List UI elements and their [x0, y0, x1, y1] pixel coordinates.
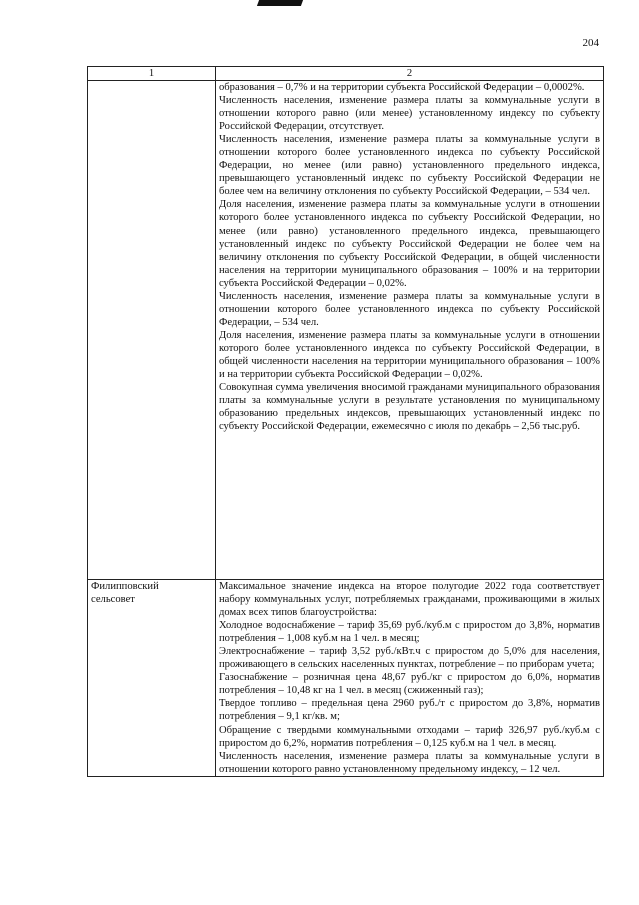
data-table	[87, 66, 604, 777]
paragraph: Совокупная сумма увеличения вносимой гражданами муниципального образования платы за коммунальные услуги в результате установления по муниципальному образованию предельных индексов, превышающих установленный индекс по субъекту Российской Федерации, ежемесячно с июля по декабрь – 2,56 тыс.руб.	[219, 382, 600, 433]
paragraph: Численность населения, изменение размера платы за коммунальные услуги в отношении которого равно установленному предельному индексу, – 12 чел.	[219, 750, 600, 775]
paragraph: Обращение с твердыми коммунальными отходами – тариф 326,97 руб./куб.м с приростом до 6,2%, норматив потребления – 0,125 куб.м на 1 чел. в месяц.	[219, 724, 600, 749]
paragraph: Численность населения, изменение размера платы за коммунальные услуги в отношении которого более установленного индекса по субъекту Российской Федерации, но менее (или равно) установленного предельного индекса, превышающего установленный индекс по субъекту Российской Федерации не более чем на величину отклонения по субъекту Российской Федерации, – 534 чел.	[219, 134, 600, 198]
scan-artifact-mark	[257, 0, 303, 6]
paragraph: Твердое топливо – предельная цена 2960 руб./т с приростом до 3,8%, норматив потребления – 9,1 кг/кв. м;	[219, 698, 600, 723]
page-number: 204	[582, 37, 599, 49]
description-cell	[216, 81, 604, 580]
paragraph: образования – 0,7% и на территории субъекта Российской Федерации – 0,0002%.	[219, 82, 585, 93]
municipality-name-cell	[88, 81, 216, 580]
municipality-name-line: сельсовет	[91, 594, 135, 606]
table-row	[88, 580, 604, 777]
paragraph: Максимальное значение индекса на второе полугодие 2022 года соответствует набору коммунальных услуг, потребляемых гражданами, проживающими в жилых домах всех типов благоустройства:	[219, 581, 600, 619]
table-header-row	[88, 67, 604, 81]
paragraph: Доля населения, изменение размера платы за коммунальные услуги в отношении которого более установленного индекса по субъекту Российской Федерации, но менее (или равно) установленного предельного индекса, превышающего установленный индекс по субъекту Российской Федерации не более чем на величину отклонения по субъекту Российской Федерации, в общей численности населения на территории муниципального образования – 100% и на территории субъекта Российской Федерации – 0,02%.	[219, 199, 600, 289]
municipality-name-cell	[88, 580, 216, 777]
table-row	[88, 81, 604, 580]
description-cell	[216, 580, 604, 777]
paragraph: Численность населения, изменение размера платы за коммунальные услуги в отношении которого равно (или менее) установленному индексу по субъекту Российской Федерации, отсутствует.	[219, 95, 600, 133]
paragraph: Электроснабжение – тариф 3,52 руб./кВт.ч с приростом до 5,0% для населения, проживающего в сельских населенных пунктах, потребление – по приборам учета;	[219, 646, 600, 671]
column-header-1: 1	[88, 67, 216, 81]
column-header-2: 2	[216, 67, 604, 81]
paragraph: Доля населения, изменение размера платы за коммунальные услуги в отношении которого более установленного индекса по субъекту Российской Федерации, в общей численности населения на территории муниципального образования – 100% и на территории субъекта Российской Федерации – 0,02%.	[219, 329, 600, 381]
paragraph: Холодное водоснабжение – тариф 35,69 руб./куб.м с приростом до 3,8%, норматив потребления – 1,008 куб.м на 1 чел. в месяц;	[219, 620, 600, 645]
paragraph: Численность населения, изменение размера платы за коммунальные услуги в отношении которого более установленного индекса по субъекту Российской Федерации, – 534 чел.	[219, 290, 600, 328]
municipality-name-line: Филипповский	[91, 581, 159, 592]
paragraph: Газоснабжение – розничная цена 48,67 руб./кг с приростом до 6,0%, норматив потребления – 10,48 кг на 1 чел. в месяц (сжиженный газ);	[219, 672, 600, 697]
